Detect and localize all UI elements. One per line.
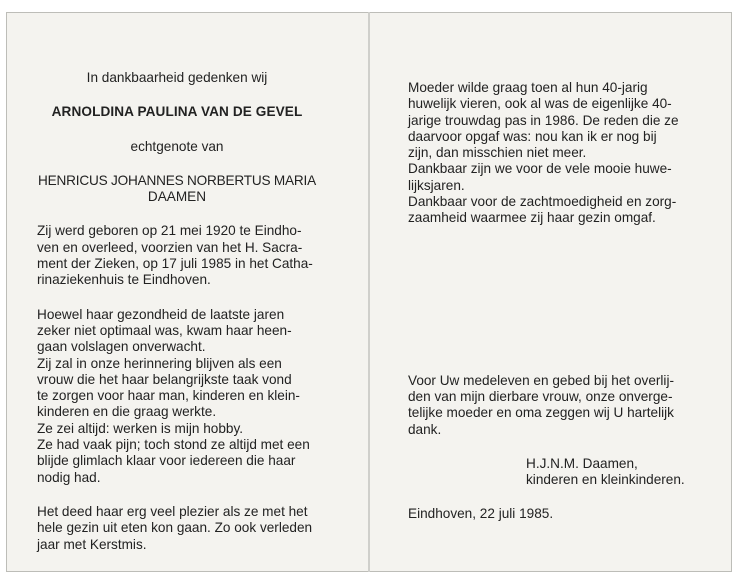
- memory-paragraph: Zij zal in onze herinnering blijven als een vrouw die het haar belangrijkste taak vond te zorgen voor haar man, kinderen en klein- kinderen en die graag werkte.: [37, 355, 300, 420]
- health-paragraph: Hoewel haar gezondheid de laatste jaren zeker niet optimaal was, kwam haar heen- gaan volslagen onverwacht.: [37, 306, 292, 355]
- signature-name: H.J.N.M. Daamen,: [526, 455, 638, 471]
- gratitude-care-paragraph: Dankbaar voor de zachtmoedigheid en zorg- zaamheid waarmee zij haar gezin omgaf.: [408, 194, 677, 226]
- husband-name-line2: DAAMEN: [147, 189, 207, 205]
- right-panel: [408, 80, 708, 523]
- gratitude-years-paragraph: Dankbaar zijn we voor de vele mooie huwe- lijksjaren.: [408, 161, 672, 193]
- husband-name-line1: HENRICUS JOHANNES NORBERTUS MARIA: [38, 172, 316, 188]
- pain-paragraph: Ze had vaak pijn; toch stond ze altijd met een blijde glimlach klaar voor iedereen die haar nodig had.: [37, 437, 310, 485]
- card-fold-line: [368, 12, 370, 572]
- signature-block: [408, 456, 708, 489]
- intro-text: In dankbaarheid gedenken wij: [86, 70, 268, 85]
- left-panel: [37, 70, 317, 553]
- spouse-label: echtgenote van: [130, 138, 224, 154]
- thanks-paragraph: Voor Uw medeleven en gebed bij het overlij- den van mijn dierbare vrouw, onze onverge- telijke moeder en oma zeggen wij U hartelijk dank.: [408, 372, 674, 437]
- place-date: Eindhoven, 22 juli 1985.: [408, 506, 554, 522]
- christmas-paragraph: Het deed haar erg veel plezier als ze met het hele gezin uit eten kon gaan. Zo ook verleden jaar met Kerstmis.: [37, 503, 313, 552]
- hobby-paragraph: Ze zei altijd: werken is mijn hobby.: [37, 420, 244, 436]
- signature-family: kinderen en kleinkinderen.: [526, 472, 685, 488]
- birth-death-paragraph: Zij werd geboren op 21 mei 1920 te Eindho- ven en overleed, voorzien van het H. Sacra- ment der Zieken, op 17 juli 1985 in het Catha- rinaziekenhuis te Eindhoven.: [37, 223, 313, 288]
- deceased-name: ARNOLDINA PAULINA VAN DE GEVEL: [51, 104, 303, 120]
- anniversary-paragraph: Moeder wilde graag toen al hun 40-jarig huwelijk vieren, ook al was de eigenlijke 40- jarige trouwdag pas in 1986. De reden die ze daarvoor opgaf was: nou kan ik er nog bij zijn, dan misschien niet meer.: [408, 80, 679, 161]
